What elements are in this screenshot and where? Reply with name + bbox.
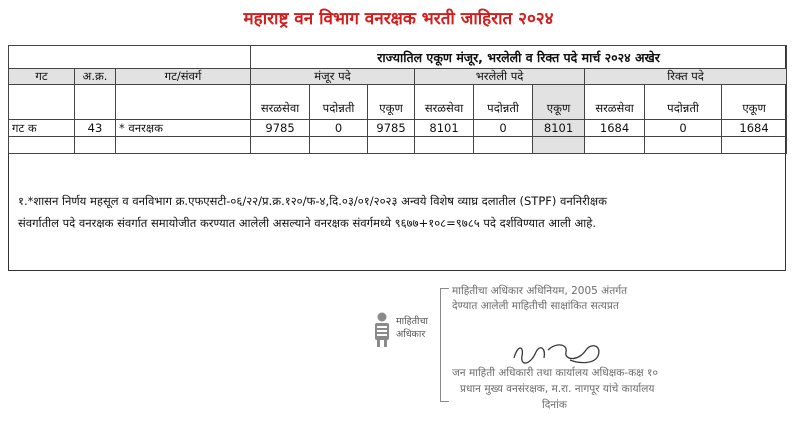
sanctioned-promo-header: पदोन्नती xyxy=(310,85,368,120)
cell-vacant-total: 1684 xyxy=(722,120,787,137)
col-cadre-header: गट/संवर्ग xyxy=(116,69,251,85)
filled-direct-header: सरळसेवा xyxy=(415,85,474,120)
vacant-direct-header: सरळसेवा xyxy=(585,85,645,120)
sanctioned-direct-header: सरळसेवा xyxy=(251,85,310,120)
footnote-line-1: १.*शासन निर्णय महसूल व वनविभाग क्र.एफएसटी-०६/२२/प्र.क्र.१२०/फ-४,दि.०३/०१/२०२३ अन्वये विशेष व्याघ्र दलातील (STPF) वननिरीक्षक xyxy=(18,194,607,208)
cell-filled-promo: 0 xyxy=(474,120,533,137)
vacant-total-header: एकूण xyxy=(722,85,787,120)
table-subheader-row xyxy=(9,85,787,120)
cell-filled-direct: 8101 xyxy=(415,120,474,137)
cell-cadre: * वनरक्षक xyxy=(116,120,251,137)
stamp-line-1: माहितीचा अधिकार अधिनियम, 2005 अंतर्गत xyxy=(452,285,628,297)
table-caption: राज्यातिल एकूण मंजूर, भरलेली व रिक्त पदे मार्च २०२४ अखेर xyxy=(251,46,787,69)
cell-ak: 43 xyxy=(75,120,116,137)
vacant-promo-header: पदोन्नती xyxy=(645,85,722,120)
col-ak-header: अ.क्र. xyxy=(75,69,116,85)
cell-vacant-direct: 1684 xyxy=(585,120,645,137)
rti-logo-icon xyxy=(372,312,392,352)
stamp-bracket xyxy=(440,288,449,402)
cell-gat: गट क xyxy=(9,120,75,137)
footnote-line-2: संवर्गातील पदे वनरक्षक संवर्गात समायोजीत करण्यात आलेली असल्याने वनरक्षक संवर्गमध्ये ९६७७+१०८=९७८५ पदे दर्शविण्यात आली आहे. xyxy=(18,216,596,230)
table-caption-row xyxy=(9,46,787,69)
table-blank-row xyxy=(9,137,787,154)
cell-sanctioned-direct: 9785 xyxy=(251,120,310,137)
filled-group-header: भरलेली पदे xyxy=(415,69,585,85)
stamp-line-4: प्रधान मुख्य वनसंरक्षक, म.रा. नागपूर यांचे कार्यालय xyxy=(460,383,655,395)
footnote xyxy=(18,190,778,234)
posts-table xyxy=(8,45,787,154)
stamp-line-2: देण्यात आलेली माहितीची साक्षांकित सत्यप्रत xyxy=(452,300,619,312)
filled-total-header: एकूण xyxy=(533,85,585,120)
table-header-row xyxy=(9,69,787,85)
stamp-line-3: जन माहिती अधिकारी तथा कार्यालय अधिक्षक-कक्ष १० xyxy=(452,367,658,379)
cell-vacant-promo: 0 xyxy=(645,120,722,137)
cell-filled-total: 8101 xyxy=(533,120,585,137)
vacant-group-header: रिक्त पदे xyxy=(585,69,787,85)
stamp-line-5: दिनांक xyxy=(542,399,567,411)
col-gat-header: गट xyxy=(9,69,75,85)
sanctioned-group-header: मंजूर पदे xyxy=(251,69,415,85)
sanctioned-total-header: एकूण xyxy=(368,85,415,120)
filled-promo-header: पदोन्नती xyxy=(474,85,533,120)
rti-logo-label: माहितीचा अधिकार xyxy=(396,316,429,340)
cell-sanctioned-promo: 0 xyxy=(310,120,368,137)
cell-sanctioned-total: 9785 xyxy=(368,120,415,137)
page-title: महाराष्ट्र वन विभाग वनरक्षक भरती जाहिरात २०२४ xyxy=(243,9,554,29)
table-row xyxy=(9,120,787,137)
